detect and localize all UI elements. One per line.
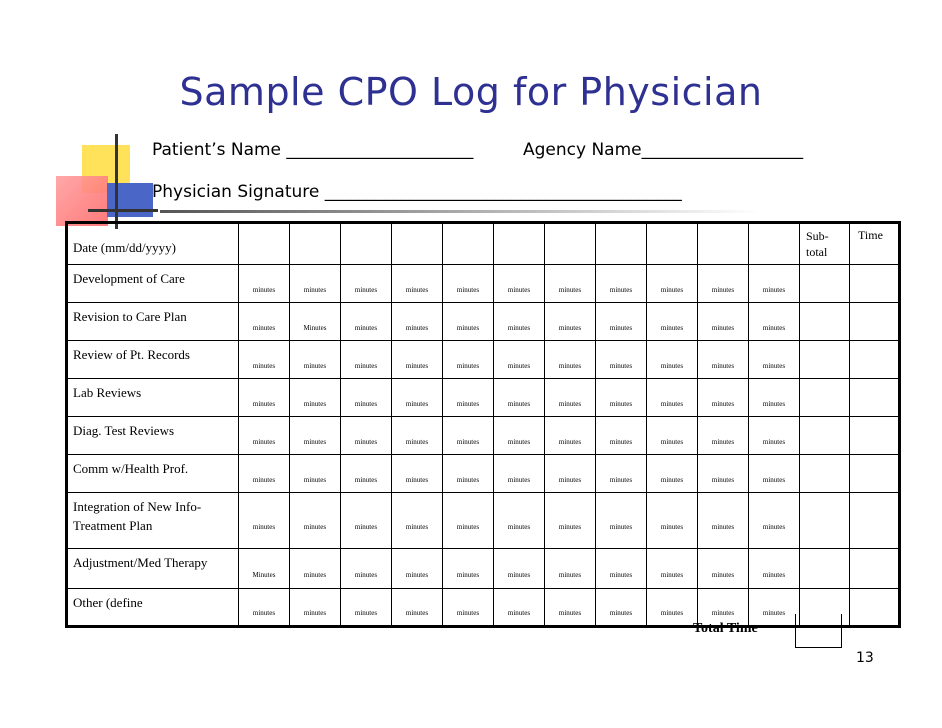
minutes-cell-text: minutes — [507, 570, 531, 579]
subtotal-cell — [800, 303, 850, 341]
minutes-cell-text: minutes — [558, 361, 582, 370]
minutes-cell-text: minutes — [456, 361, 480, 370]
minutes-cell — [698, 341, 749, 379]
minutes-cell-text: minutes — [660, 437, 684, 446]
minutes-cell — [239, 493, 290, 549]
minutes-cell — [392, 417, 443, 455]
minutes-cell — [545, 417, 596, 455]
minutes-cell-text: minutes — [660, 323, 684, 332]
minutes-cell-text: minutes — [558, 399, 582, 408]
minutes-cell — [341, 493, 392, 549]
subtotal-cell — [800, 549, 850, 589]
minutes-cell — [290, 265, 341, 303]
minutes-cell — [239, 549, 290, 589]
minutes-cell-text: minutes — [405, 475, 429, 484]
minutes-cell — [494, 589, 545, 627]
minutes-cell-text: minutes — [762, 285, 786, 294]
time-cell — [850, 455, 900, 493]
minutes-cell — [290, 303, 341, 341]
subtotal-cell — [800, 417, 850, 455]
total-time-box — [795, 614, 842, 648]
minutes-cell — [596, 493, 647, 549]
time-cell — [850, 589, 900, 627]
minutes-cell-text: minutes — [711, 437, 735, 446]
minutes-cell-text: minutes — [252, 323, 276, 332]
minutes-cell-text: minutes — [609, 570, 633, 579]
minutes-cell-text: minutes — [609, 522, 633, 531]
minutes-cell-text: minutes — [507, 323, 531, 332]
minutes-cell — [494, 455, 545, 493]
minutes-cell — [443, 417, 494, 455]
minutes-cell-text: minutes — [762, 361, 786, 370]
minutes-cell-text: minutes — [405, 361, 429, 370]
minutes-cell-text: minutes — [609, 361, 633, 370]
minutes-cell — [698, 549, 749, 589]
minutes-cell-text: minutes — [762, 323, 786, 332]
minutes-cell-text: minutes — [405, 285, 429, 294]
minutes-cell-text: minutes — [252, 361, 276, 370]
row-label: Review of Pt. Records — [67, 341, 239, 379]
minutes-cell-text: minutes — [303, 609, 327, 617]
minutes-cell — [494, 341, 545, 379]
minutes-cell-text: minutes — [660, 475, 684, 484]
minutes-cell-text: minutes — [303, 399, 327, 408]
minutes-cell — [341, 303, 392, 341]
minutes-cell — [647, 379, 698, 417]
minutes-cell — [392, 341, 443, 379]
minutes-cell-text: minutes — [558, 285, 582, 294]
minutes-cell — [341, 265, 392, 303]
minutes-cell — [494, 303, 545, 341]
minutes-cell — [341, 417, 392, 455]
table-row — [67, 341, 900, 379]
minutes-cell-text: minutes — [456, 399, 480, 408]
minutes-cell — [290, 455, 341, 493]
minutes-cell-text: minutes — [711, 522, 735, 531]
minutes-cell-text: minutes — [609, 609, 633, 617]
minutes-cell — [494, 379, 545, 417]
minutes-cell — [647, 265, 698, 303]
minutes-cell — [647, 341, 698, 379]
minutes-cell-text: minutes — [711, 399, 735, 408]
time-header: Time — [850, 223, 900, 265]
minutes-cell — [341, 379, 392, 417]
minutes-cell-text: minutes — [609, 475, 633, 484]
minutes-cell-text: minutes — [558, 437, 582, 446]
minutes-cell-text: minutes — [609, 285, 633, 294]
minutes-cell — [239, 417, 290, 455]
minutes-cell — [698, 417, 749, 455]
time-cell — [850, 265, 900, 303]
minutes-cell — [545, 589, 596, 627]
table-row — [67, 549, 900, 589]
date-cell — [749, 223, 800, 265]
date-cell — [341, 223, 392, 265]
slide-title: Sample CPO Log for Physician — [179, 70, 763, 114]
minutes-cell-text: minutes — [660, 285, 684, 294]
date-header: Date (mm/dd/yyyy) — [67, 223, 239, 265]
minutes-cell — [494, 549, 545, 589]
minutes-cell-text: minutes — [354, 399, 378, 408]
minutes-cell — [749, 265, 800, 303]
minutes-cell — [443, 303, 494, 341]
minutes-cell-text: minutes — [303, 361, 327, 370]
decor-horizontal-line — [88, 209, 158, 212]
minutes-cell — [698, 265, 749, 303]
subtotal-cell — [800, 455, 850, 493]
decor-vertical-line — [115, 134, 118, 229]
row-label: Lab Reviews — [67, 379, 239, 417]
minutes-cell — [749, 341, 800, 379]
minutes-cell-text: Minutes — [252, 570, 276, 579]
table-row — [67, 455, 900, 493]
minutes-cell — [749, 549, 800, 589]
minutes-cell — [596, 455, 647, 493]
minutes-cell-text: minutes — [354, 437, 378, 446]
row-label: Other (define — [67, 589, 239, 627]
minutes-cell — [647, 493, 698, 549]
subtotal-header: Sub- total — [800, 223, 850, 265]
minutes-cell-text: minutes — [456, 570, 480, 579]
minutes-cell — [698, 303, 749, 341]
minutes-cell-text: minutes — [660, 361, 684, 370]
minutes-cell — [392, 265, 443, 303]
minutes-cell-text: minutes — [711, 570, 735, 579]
minutes-cell — [545, 549, 596, 589]
minutes-cell — [596, 341, 647, 379]
minutes-cell — [239, 379, 290, 417]
minutes-cell-text: minutes — [405, 609, 429, 617]
date-cell — [494, 223, 545, 265]
row-label: Development of Care — [67, 265, 239, 303]
minutes-cell-text: minutes — [558, 570, 582, 579]
time-cell — [850, 303, 900, 341]
minutes-cell — [545, 265, 596, 303]
time-cell — [850, 549, 900, 589]
minutes-cell-text: minutes — [456, 609, 480, 617]
minutes-cell-text: minutes — [762, 399, 786, 408]
minutes-cell-text: minutes — [354, 522, 378, 531]
minutes-cell-text: minutes — [558, 323, 582, 332]
minutes-cell-text: minutes — [660, 522, 684, 531]
minutes-cell — [239, 341, 290, 379]
minutes-cell — [545, 341, 596, 379]
minutes-cell — [545, 493, 596, 549]
decor-red-square — [56, 176, 108, 226]
cpo-log-table — [65, 221, 901, 628]
minutes-cell-text: minutes — [558, 522, 582, 531]
minutes-cell-text: minutes — [303, 475, 327, 484]
date-cell — [698, 223, 749, 265]
minutes-cell-text: minutes — [456, 285, 480, 294]
minutes-cell-text: minutes — [405, 399, 429, 408]
minutes-cell-text: minutes — [303, 522, 327, 531]
minutes-cell-text: minutes — [711, 361, 735, 370]
page-number: 13 — [856, 650, 874, 666]
table-row — [67, 265, 900, 303]
minutes-cell-text: minutes — [405, 437, 429, 446]
minutes-cell — [443, 589, 494, 627]
minutes-cell — [239, 265, 290, 303]
minutes-cell — [290, 589, 341, 627]
minutes-cell-text: minutes — [711, 323, 735, 332]
subtotal-cell — [800, 265, 850, 303]
minutes-cell-text: minutes — [405, 323, 429, 332]
minutes-cell — [392, 589, 443, 627]
minutes-cell — [545, 303, 596, 341]
minutes-cell — [596, 589, 647, 627]
minutes-cell-text: minutes — [354, 475, 378, 484]
minutes-cell — [392, 455, 443, 493]
table-row — [67, 303, 900, 341]
minutes-cell — [392, 493, 443, 549]
minutes-cell — [749, 493, 800, 549]
minutes-cell — [749, 455, 800, 493]
minutes-cell-text: minutes — [252, 475, 276, 484]
decor-fade-line — [160, 210, 760, 213]
time-cell — [850, 493, 900, 549]
minutes-cell — [596, 379, 647, 417]
minutes-cell — [290, 379, 341, 417]
minutes-cell-text: minutes — [354, 361, 378, 370]
minutes-cell-text: minutes — [456, 522, 480, 531]
minutes-cell — [749, 379, 800, 417]
minutes-cell-text: minutes — [252, 437, 276, 446]
total-time-label: Total Time — [693, 621, 758, 636]
minutes-cell — [494, 417, 545, 455]
minutes-cell — [443, 265, 494, 303]
minutes-cell-text: minutes — [252, 399, 276, 408]
minutes-cell-text: minutes — [762, 475, 786, 484]
table-header-row — [67, 223, 900, 265]
minutes-cell — [290, 417, 341, 455]
minutes-cell — [698, 379, 749, 417]
minutes-cell-text: minutes — [405, 570, 429, 579]
table-row — [67, 417, 900, 455]
date-cell — [596, 223, 647, 265]
date-cell — [392, 223, 443, 265]
minutes-cell — [698, 493, 749, 549]
minutes-cell — [443, 455, 494, 493]
minutes-cell-text: minutes — [609, 323, 633, 332]
minutes-cell-text: minutes — [762, 609, 786, 617]
subtotal-cell — [800, 341, 850, 379]
minutes-cell — [392, 303, 443, 341]
minutes-cell — [596, 265, 647, 303]
date-cell — [239, 223, 290, 265]
row-label: Revision to Care Plan — [67, 303, 239, 341]
date-cell — [647, 223, 698, 265]
minutes-cell-text: minutes — [507, 609, 531, 617]
minutes-cell-text: minutes — [405, 522, 429, 531]
minutes-cell — [443, 549, 494, 589]
minutes-cell-text: minutes — [354, 285, 378, 294]
subtotal-cell — [800, 379, 850, 417]
table-row — [67, 589, 900, 627]
minutes-cell-text: minutes — [711, 285, 735, 294]
minutes-cell-text: minutes — [711, 609, 735, 617]
minutes-cell-text: minutes — [660, 609, 684, 617]
minutes-cell — [749, 417, 800, 455]
minutes-cell — [647, 303, 698, 341]
minutes-cell — [290, 341, 341, 379]
minutes-cell — [341, 589, 392, 627]
minutes-cell — [647, 549, 698, 589]
minutes-cell — [545, 455, 596, 493]
minutes-cell — [290, 493, 341, 549]
date-cell — [290, 223, 341, 265]
minutes-cell — [596, 417, 647, 455]
minutes-cell — [647, 589, 698, 627]
minutes-cell-text: minutes — [456, 437, 480, 446]
minutes-cell — [239, 589, 290, 627]
minutes-cell-text: minutes — [558, 609, 582, 617]
minutes-cell — [545, 379, 596, 417]
minutes-cell-text: minutes — [252, 609, 276, 617]
time-cell — [850, 341, 900, 379]
minutes-cell-text: minutes — [456, 475, 480, 484]
time-cell — [850, 417, 900, 455]
minutes-cell-text: minutes — [303, 570, 327, 579]
row-label: Adjustment/Med Therapy — [67, 549, 239, 589]
minutes-cell-text: minutes — [507, 361, 531, 370]
minutes-cell-text: minutes — [762, 437, 786, 446]
minutes-cell-text: minutes — [252, 285, 276, 294]
minutes-cell — [392, 379, 443, 417]
patient-name-field: Patient’s Name ______________________ — [152, 140, 474, 160]
minutes-cell-text: Minutes — [303, 323, 327, 332]
minutes-cell-text: minutes — [762, 570, 786, 579]
time-cell — [850, 379, 900, 417]
minutes-cell-text: minutes — [507, 437, 531, 446]
minutes-cell — [749, 303, 800, 341]
minutes-cell — [443, 341, 494, 379]
minutes-cell — [341, 549, 392, 589]
date-cell — [443, 223, 494, 265]
minutes-cell-text: minutes — [762, 522, 786, 531]
minutes-cell — [647, 455, 698, 493]
minutes-cell — [341, 341, 392, 379]
minutes-cell-text: minutes — [303, 285, 327, 294]
minutes-cell-text: minutes — [507, 399, 531, 408]
minutes-cell-text: minutes — [660, 570, 684, 579]
date-cell — [545, 223, 596, 265]
minutes-cell — [596, 303, 647, 341]
minutes-cell-text: minutes — [711, 475, 735, 484]
minutes-cell-text: minutes — [609, 399, 633, 408]
minutes-cell-text: minutes — [507, 475, 531, 484]
row-label: Diag. Test Reviews — [67, 417, 239, 455]
subtotal-cell — [800, 493, 850, 549]
minutes-cell — [494, 493, 545, 549]
minutes-cell — [290, 549, 341, 589]
minutes-cell — [341, 455, 392, 493]
minutes-cell — [596, 549, 647, 589]
minutes-cell-text: minutes — [660, 399, 684, 408]
minutes-cell — [239, 455, 290, 493]
row-label: Integration of New Info- Treatment Plan — [67, 493, 239, 549]
minutes-cell-text: minutes — [456, 323, 480, 332]
minutes-cell-text: minutes — [609, 437, 633, 446]
minutes-cell — [239, 303, 290, 341]
minutes-cell-text: minutes — [507, 285, 531, 294]
minutes-cell — [647, 417, 698, 455]
minutes-cell-text: minutes — [354, 570, 378, 579]
minutes-cell-text: minutes — [303, 437, 327, 446]
minutes-cell — [443, 493, 494, 549]
minutes-cell — [443, 379, 494, 417]
minutes-cell-text: minutes — [558, 475, 582, 484]
minutes-cell-text: minutes — [252, 522, 276, 531]
agency-name-field: Agency Name___________________ — [523, 140, 804, 160]
physician-signature-field: Physician Signature __________________________________________ — [152, 182, 682, 202]
minutes-cell-text: minutes — [354, 609, 378, 617]
minutes-cell — [494, 265, 545, 303]
table-row — [67, 493, 900, 549]
table-row — [67, 379, 900, 417]
minutes-cell-text: minutes — [354, 323, 378, 332]
minutes-cell-text: minutes — [507, 522, 531, 531]
minutes-cell — [392, 549, 443, 589]
minutes-cell — [698, 455, 749, 493]
row-label: Comm w/Health Prof. — [67, 455, 239, 493]
